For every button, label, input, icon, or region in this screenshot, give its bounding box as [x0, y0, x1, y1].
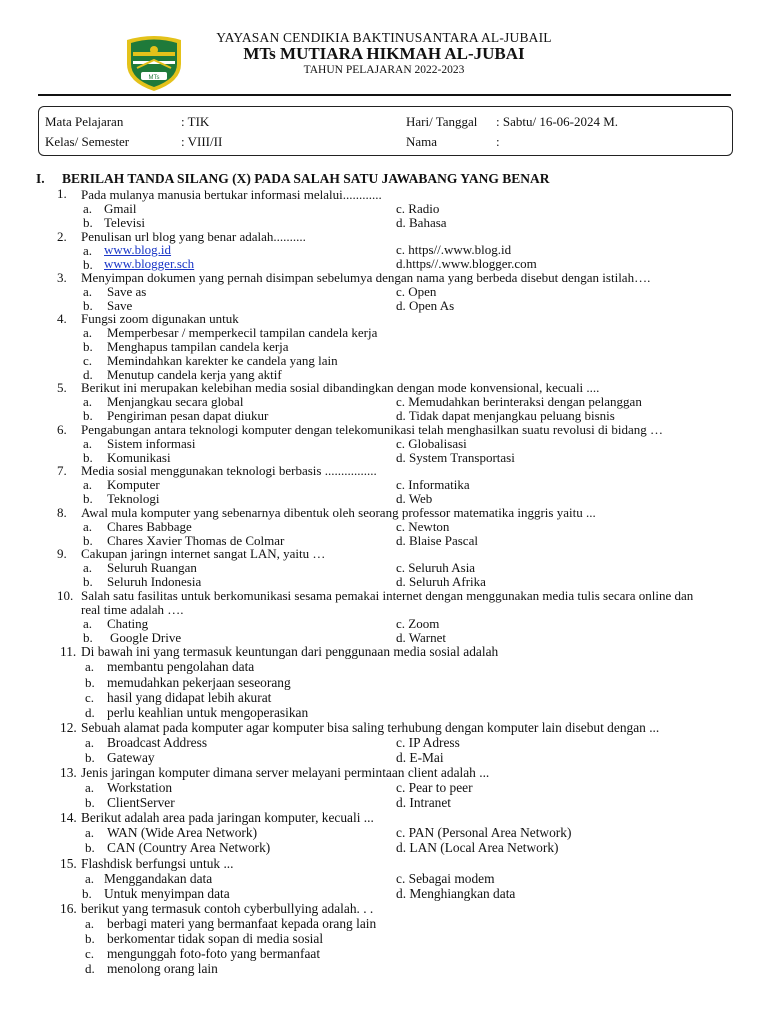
- option-d: d. Intranet: [396, 795, 452, 810]
- foundation-name: YAYASAN CENDIKIA BAKTINUSANTARA AL-JUBAIL: [216, 30, 552, 45]
- question-number: 11.: [60, 644, 77, 659]
- option-b: Gateway: [107, 750, 155, 765]
- option-c: c. Informatika: [396, 477, 470, 492]
- option-letter: b.: [83, 533, 93, 548]
- question-number: 10.: [57, 588, 74, 603]
- option-a: Sistem informasi: [107, 436, 196, 451]
- option-letter: b.: [83, 215, 93, 230]
- option-letter: b.: [83, 298, 93, 313]
- option-a: Seluruh Ruangan: [107, 560, 197, 575]
- question-text: Berikut adalah area pada jaringan komputer, kecuali ...: [81, 810, 374, 825]
- option-letter: b.: [85, 750, 95, 765]
- option-c: c. Radio: [396, 201, 440, 216]
- question-text: berikut yang termasuk contoh cyberbullying adalah. . .: [81, 901, 374, 916]
- option-b: Pengiriman pesan dapat diukur: [107, 408, 269, 423]
- question-text: Penulisan url blog yang benar adalah..........: [81, 229, 306, 244]
- option-a: Save as: [107, 284, 147, 299]
- question-text: Flashdisk berfungsi untuk ...: [81, 856, 234, 871]
- option-d: d.https//.www.blogger.com: [396, 256, 537, 271]
- option-letter: a.: [83, 436, 93, 451]
- option-d: Menutup candela kerja yang aktif: [107, 367, 282, 382]
- question-text: Cakupan jaringn internet sangat LAN, yaitu …: [81, 546, 326, 561]
- option-d: d. Warnet: [396, 630, 446, 645]
- question-number: 3.: [57, 270, 67, 285]
- option-letter: c.: [85, 946, 95, 961]
- question-number: 16.: [60, 901, 77, 916]
- question-number: 15.: [60, 856, 77, 871]
- question-text: Fungsi zoom digunakan untuk: [81, 311, 239, 326]
- option-c: c. Memudahkan berinteraksi dengan pelanggan: [396, 394, 642, 409]
- option-letter: d.: [85, 961, 95, 976]
- option-b: CAN (Country Area Network): [107, 840, 271, 855]
- option-letter: a.: [83, 519, 93, 534]
- subject-value: : TIK: [181, 114, 210, 129]
- option-c: c. Sebagai modem: [396, 871, 495, 886]
- option-a: Broadcast Address: [107, 735, 208, 750]
- option-a: Chating: [107, 616, 149, 631]
- option-c: c. Newton: [396, 519, 450, 534]
- question-text: Di bawah ini yang termasuk keuntungan dari penggunaan media sosial adalah: [81, 644, 499, 659]
- option-letter: a.: [85, 780, 95, 795]
- option-letter: b.: [85, 675, 95, 690]
- option-a: Komputer: [107, 477, 160, 492]
- name-value: :: [496, 134, 500, 149]
- school-year: TAHUN PELAJARAN 2022-2023: [303, 64, 465, 76]
- option-d: perlu keahlian untuk mengoperasikan: [107, 705, 309, 720]
- option-d: d. LAN (Local Area Network): [396, 840, 559, 855]
- question-number: 12.: [60, 720, 77, 735]
- option-c: hasil yang didapat lebih akurat: [107, 690, 272, 705]
- option-d: d. Open As: [396, 298, 455, 313]
- option-a: berbagi materi yang bermanfaat kepada orang lain: [107, 916, 377, 931]
- option-d: d. System Transportasi: [396, 450, 515, 465]
- option-b: Komunikasi: [107, 450, 171, 465]
- option-letter: b.: [85, 795, 95, 810]
- option-a: membantu pengolahan data: [107, 659, 255, 674]
- question-text: Media sosial menggunakan teknologi berbasis ................: [81, 463, 377, 478]
- question-text-line2: real time adalah ….: [81, 602, 184, 617]
- logo-text: MTs: [148, 75, 160, 81]
- option-letter: a.: [83, 616, 93, 631]
- option-b: Save: [107, 298, 133, 313]
- question-number: 7.: [57, 463, 67, 478]
- option-letter: b.: [83, 630, 93, 645]
- option-c: Memindahkan karekter ke candela yang lain: [107, 353, 338, 368]
- day-value: : Sabtu/ 16-06-2024 M.: [496, 114, 619, 129]
- option-c: c. PAN (Personal Area Network): [396, 825, 572, 840]
- option-letter: a.: [83, 325, 93, 340]
- option-letter: b.: [83, 491, 93, 506]
- question-text: Salah satu fasilitas untuk berkomunikasi sesama pemakai internet dengan menggunakan media tulis secara online dan: [81, 588, 694, 603]
- subject-label: Mata Pelajaran: [45, 114, 124, 129]
- question-text: Awal mula komputer yang sebenarnya dibentuk oleh seorang professor matematika inggris yaitu ...: [81, 505, 596, 520]
- option-letter: a.: [85, 735, 95, 750]
- option-c: c. IP Adress: [396, 735, 460, 750]
- question-number: 8.: [57, 505, 67, 520]
- option-b: Televisi: [104, 215, 145, 230]
- option-letter: a.: [83, 201, 93, 216]
- question-text: Menyimpan dokumen yang pernah disimpan sebelumya dengan nama yang berbeda disebut dengan istilah….: [81, 270, 651, 285]
- option-b-link[interactable]: www.blogger.sch: [104, 256, 195, 271]
- option-d: d. Blaise Pascal: [396, 533, 478, 548]
- option-d: d. Seluruh Afrika: [396, 574, 486, 589]
- option-b: berkomentar tidak sopan di media sosial: [107, 931, 324, 946]
- info-box: [38, 106, 733, 156]
- question-number: 4.: [57, 311, 67, 326]
- question-text: Pada mulanya manusia bertukar informasi melalui............: [81, 187, 382, 202]
- day-label: Hari/ Tanggal: [406, 114, 478, 129]
- option-c: c. Pear to peer: [396, 780, 473, 795]
- option-b: Chares Xavier Thomas de Colmar: [107, 533, 285, 548]
- header-divider: [38, 94, 731, 96]
- option-letter: a.: [83, 284, 93, 299]
- question-text: Sebuah alamat pada komputer agar komputer bisa saling terhubung dengan komputer lain disebut dengan ...: [81, 720, 660, 735]
- question-text: Berikut ini merupakan kelebihan media sosial dibandingkan dengan mode konvensional, kecuali ....: [81, 380, 600, 395]
- option-b: Untuk menyimpan data: [104, 886, 230, 901]
- option-letter: a.: [83, 243, 93, 258]
- option-b: Seluruh Indonesia: [107, 574, 202, 589]
- question-number: 5.: [57, 380, 67, 395]
- option-a: Memperbesar / memperkecil tampilan candela kerja: [107, 325, 378, 340]
- question-number: 13.: [60, 765, 77, 780]
- option-c: c. Globalisasi: [396, 436, 467, 451]
- section-title: BERILAH TANDA SILANG (X) PADA SALAH SATU JAWABANG YANG BENAR: [62, 171, 550, 186]
- option-a: Workstation: [107, 780, 173, 795]
- option-letter: c.: [83, 353, 93, 368]
- option-letter: c.: [85, 690, 95, 705]
- option-letter: b.: [83, 257, 93, 272]
- option-letter: a.: [83, 477, 93, 492]
- option-c: c. Zoom: [396, 616, 440, 631]
- option-a: Menggandakan data: [104, 871, 213, 886]
- option-letter: a.: [85, 871, 95, 886]
- option-a-link[interactable]: www.blog.id: [104, 242, 172, 257]
- name-label: Nama: [406, 134, 438, 149]
- question-text: Pengabungan antara teknologi komputer dengan telekomunikasi telah menghasilkan suatu revolusi di bidang …: [81, 422, 663, 437]
- class-value: : VIII/II: [181, 134, 223, 149]
- option-letter: b.: [83, 408, 93, 423]
- school-name: MTs MUTIARA HIKMAH AL-JUBAI: [243, 44, 525, 63]
- option-letter: a.: [85, 659, 95, 674]
- option-b: Google Drive: [110, 630, 182, 645]
- option-letter: b.: [83, 339, 93, 354]
- section-number: I.: [36, 171, 45, 186]
- option-b: Teknologi: [107, 491, 160, 506]
- option-letter: b.: [82, 886, 92, 901]
- option-d: menolong orang lain: [107, 961, 218, 976]
- option-a: Chares Babbage: [107, 519, 192, 534]
- option-letter: b.: [83, 574, 93, 589]
- question-number: 2.: [57, 229, 67, 244]
- option-a: Menjangkau secara global: [107, 394, 244, 409]
- option-d: d. Bahasa: [396, 215, 447, 230]
- option-b: ClientServer: [107, 795, 175, 810]
- option-b: memudahkan pekerjaan seseorang: [107, 675, 291, 690]
- option-d: d. Web: [396, 491, 433, 506]
- question-text: Jenis jaringan komputer dimana server melayani permintaan client adalah ...: [81, 765, 490, 780]
- option-letter: d.: [83, 367, 93, 382]
- question-number: 14.: [60, 810, 77, 825]
- option-letter: b.: [83, 450, 93, 465]
- option-d: d. E-Mai: [396, 750, 444, 765]
- option-letter: a.: [83, 560, 93, 575]
- option-c: c. Seluruh Asia: [396, 560, 476, 575]
- option-c: c. https//.www.blog.id: [396, 242, 512, 257]
- option-a: WAN (Wide Area Network): [107, 825, 258, 840]
- option-letter: b.: [85, 931, 95, 946]
- question-number: 6.: [57, 422, 67, 437]
- option-d: d. Tidak dapat menjangkau peluang bisnis: [396, 408, 615, 423]
- option-a: Gmail: [104, 201, 137, 216]
- option-c: mengunggah foto-foto yang bermanfaat: [107, 946, 321, 961]
- option-letter: d.: [85, 705, 95, 720]
- option-letter: a.: [83, 394, 93, 409]
- option-letter: b.: [85, 840, 95, 855]
- option-letter: a.: [85, 916, 95, 931]
- question-number: 9.: [57, 546, 67, 561]
- option-b: Menghapus tampilan candela kerja: [107, 339, 289, 354]
- option-letter: a.: [85, 825, 95, 840]
- question-number: 1.: [57, 186, 67, 201]
- option-d: d. Menghiangkan data: [396, 886, 516, 901]
- option-c: c. Open: [396, 284, 437, 299]
- class-label: Kelas/ Semester: [45, 134, 130, 149]
